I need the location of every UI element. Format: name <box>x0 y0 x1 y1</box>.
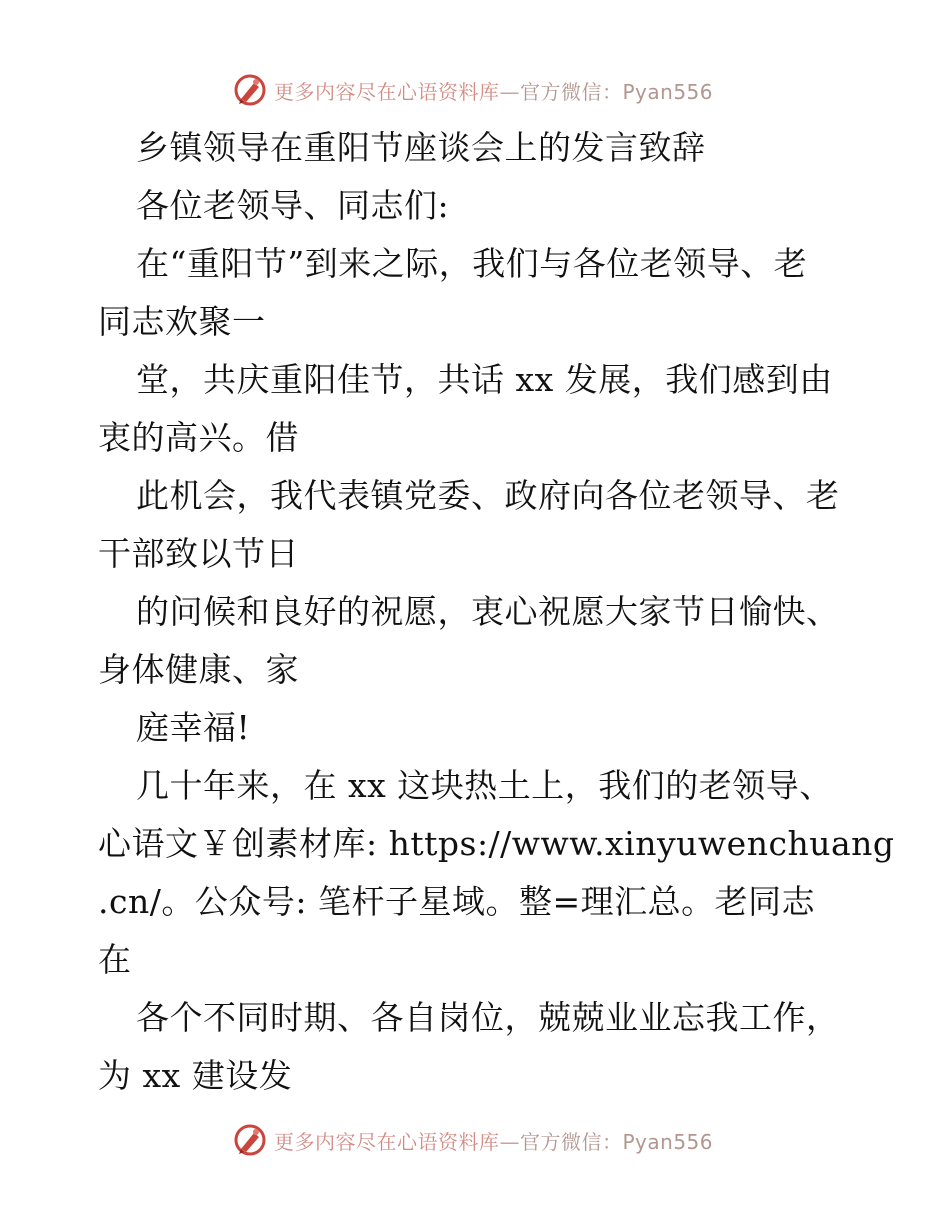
paragraph-line: 干部致以节日 <box>98 534 299 573</box>
paragraph-line: 此机会，我代表镇党委、政府向各位老领导、老 <box>136 476 840 515</box>
document-title: 乡镇领导在重阳节座谈会上的发言致辞 <box>136 128 706 167</box>
source-note-line: .cn/。公众号: 笔杆子星域。整=理汇总。老同志 <box>98 882 816 921</box>
paragraph-line: 在“重阳节”到来之际，我们与各位老领导、老 <box>136 244 808 283</box>
paragraph-line: 各个不同时期、各自岗位，兢兢业业忘我工作， <box>136 998 840 1037</box>
pen-circle-logo-icon <box>232 72 268 108</box>
pen-circle-logo-icon <box>232 1122 268 1158</box>
paragraph-line: 衷的高兴。借 <box>98 418 299 457</box>
paragraph-line: 身体健康、家 <box>98 650 299 689</box>
footer-watermark <box>232 1120 713 1160</box>
paragraph-line: 堂，共庆重阳佳节，共话 xx 发展，我们感到由 <box>136 360 833 399</box>
paragraph-line: 为 xx 建设发 <box>98 1056 293 1095</box>
watermark-text: 更多内容尽在心语资料库—官方微信：Pyan556 <box>274 1129 714 1154</box>
paragraph-line: 的问候和良好的祝愿，衷心祝愿大家节日愉快、 <box>136 592 840 631</box>
paragraph-line: 几十年来，在 xx 这块热土上，我们的老领导、 <box>136 766 833 805</box>
watermark-text: 更多内容尽在心语资料库—官方微信：Pyan556 <box>274 79 714 104</box>
paragraph-line: 在 <box>98 940 132 979</box>
paragraph-line: 同志欢聚一 <box>98 302 266 341</box>
document-body <box>98 119 895 1105</box>
paragraph-line: 庭幸福! <box>136 708 251 747</box>
source-note-line: 心语文￥创素材库: https://www.xinyuwenchuang <box>98 824 895 863</box>
salutation: 各位老领导、同志们: <box>136 186 450 225</box>
header-watermark <box>232 70 713 110</box>
